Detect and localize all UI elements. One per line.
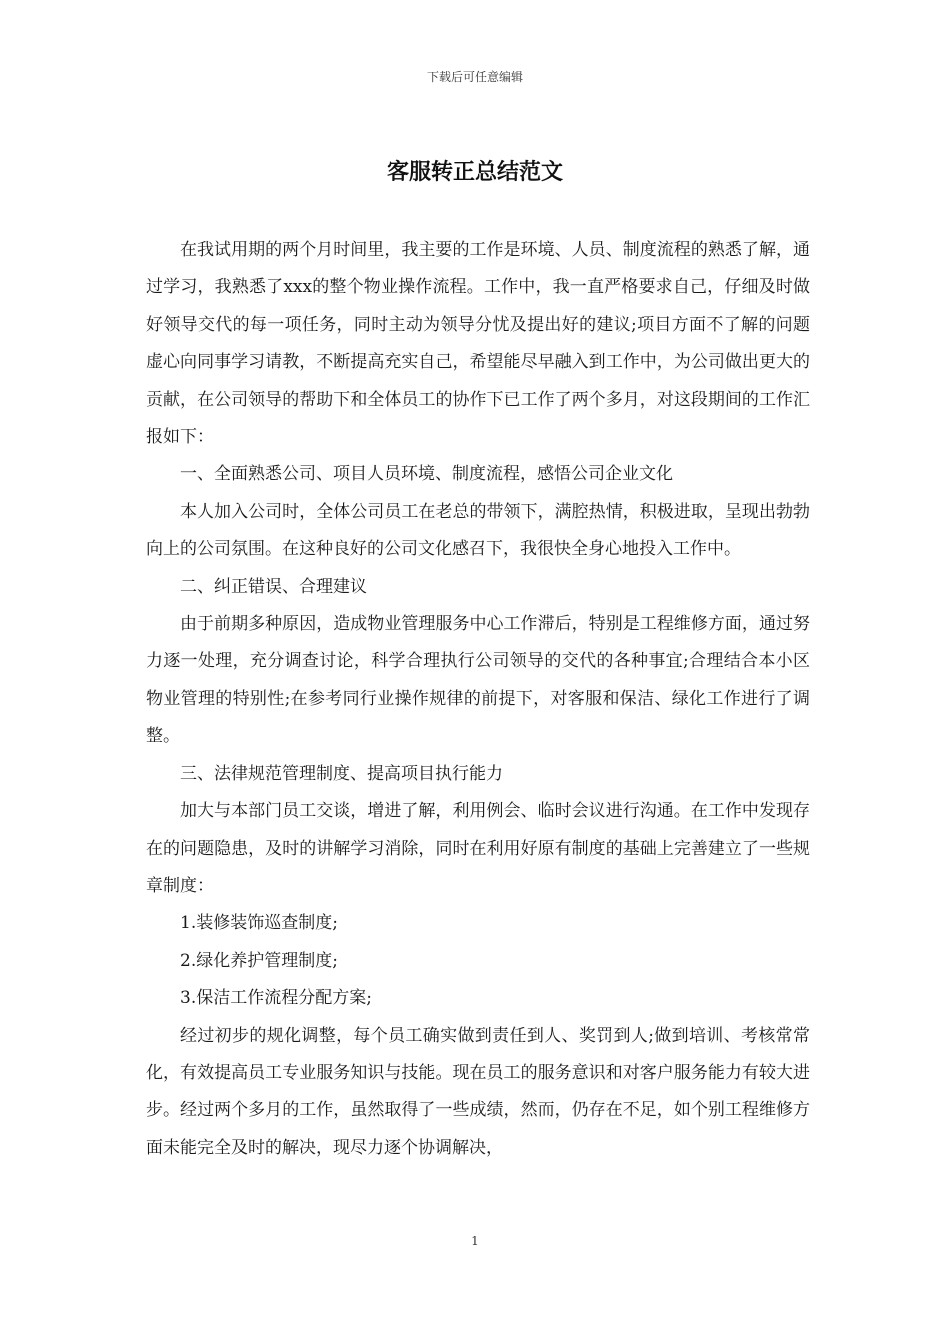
- paragraph-section-2: 由于前期多种原因，造成物业管理服务中心工作滞后，特别是工程维修方面，通过努力逐一处理，充分调查讨论，科学合理执行公司领导的交代的各种事宜;合理结合本小区物业管理的特别性;在参考同行业操作规律的前提下，对客服和保洁、绿化工作进行了调整。: [146, 614, 810, 747]
- section-heading-1: 一、全面熟悉公司、项目人员环境、制度流程，感悟公司企业文化: [180, 464, 673, 485]
- section-heading-2: 二、纠正错误、合理建议: [180, 576, 367, 597]
- list-item-3: 3.保洁工作流程分配方案;: [180, 988, 372, 1009]
- list-item-1: 1.装修装饰巡查制度;: [180, 913, 338, 934]
- page-number: 1: [471, 1234, 479, 1248]
- paragraph-conclusion: 经过初步的规化调整，每个员工确实做到责任到人、奖罚到人;做到培训、考核常常化，有效提高员工专业服务知识与技能。现在员工的服务意识和对客户服务能力有较大进步。经过两个多月的工作，虽然取得了一些成绩，然而，仍存在不足，如个别工程维修方面未能完全及时的解决，现尽力逐个协调解决，: [146, 1025, 810, 1158]
- document-title: 客服转正总结范文: [386, 160, 563, 185]
- paragraph-section-1: 本人加入公司时，全体公司员工在老总的带领下，满腔热情，积极进取，呈现出勃勃向上的公司氛围。在这种良好的公司文化感召下，我很快全身心地投入工作中。: [146, 501, 810, 560]
- section-heading-3: 三、法律规范管理制度、提高项目执行能力: [180, 763, 503, 784]
- list-item-2: 2.绿化养护管理制度;: [180, 950, 338, 971]
- paragraph-intro: 在我试用期的两个月时间里，我主要的工作是环境、人员、制度流程的熟悉了解，通过学习，我熟悉了xxx的整个物业操作流程。工作中，我一直严格要求自己，仔细及时做好领导交代的每一项任务，同时主动为领导分忧及提出好的建议;项目方面不了解的问题虚心向同事学习请教，不断提高充实自己，希望能尽早融入到工作中，为公司做出更大的贡献，在公司领导的帮助下和全体员工的协作下已工作了两个多月，对这段期间的工作汇报如下：: [146, 240, 810, 448]
- header-note: 下载后可任意编辑: [426, 70, 523, 84]
- document-body: [146, 232, 810, 1167]
- paragraph-section-3: 加大与本部门员工交谈，增进了解，利用例会、临时会议进行沟通。在工作中发现存在的问题隐患，及时的讲解学习消除，同时在利用好原有制度的基础上完善建立了一些规章制度：: [146, 801, 810, 896]
